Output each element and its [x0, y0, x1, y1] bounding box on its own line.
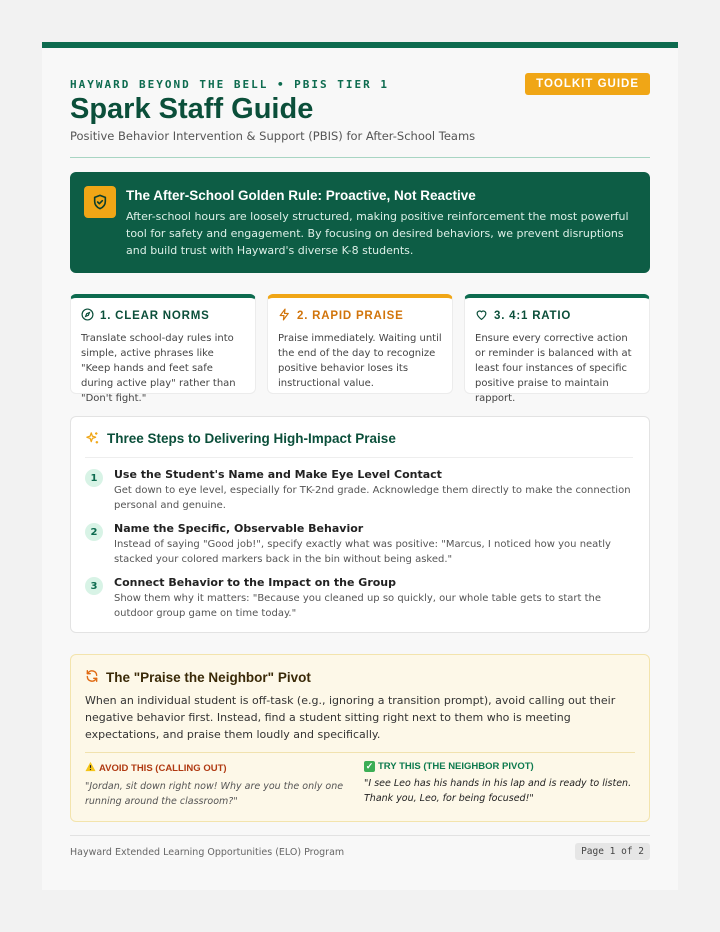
card-title: 1. CLEAR NORMS [100, 310, 210, 322]
card-rapid-praise [267, 294, 453, 394]
step-body: Instead of saying "Good job!", specify exactly what was positive: "Marcus, I noticed how you neatly stacked your colored markers back in the bin without being asked." [114, 539, 611, 565]
step-number: 1 [85, 469, 103, 487]
pivot-body: When an individual student is off-task (e.g., ignoring a transition prompt), avoid calling out their negative behavior first. Instead, find a student sitting right next to them who is meeting expectations, and praise them loudly and specifically. [85, 694, 616, 741]
heart-icon [475, 308, 488, 324]
card-ratio [464, 294, 650, 404]
step-body: Show them why it matters: "Because you cleaned up so quickly, our whole table gets to start the outdoor group game on time today." [114, 593, 602, 619]
step-body: Get down to eye level, especially for TK-2nd grade. Acknowledge them directly to make the connection personal and genuine. [114, 485, 631, 511]
steps-heading: Three Steps to Delivering High-Impact Praise [107, 431, 396, 446]
step-title: Use the Student's Name and Make Eye Level Contact [114, 468, 442, 481]
toolkit-badge: TOOLKIT GUIDE [525, 73, 650, 95]
footer-program: Hayward Extended Learning Opportunities (ELO) Program [70, 847, 345, 858]
step-title: Connect Behavior to the Impact on the Group [114, 576, 397, 589]
header-divider [70, 157, 650, 158]
try-column [364, 761, 636, 806]
step-number: 3 [85, 577, 103, 595]
page-title: Spark Staff Guide [70, 93, 314, 125]
card-title: 2. RAPID PRAISE [297, 310, 404, 322]
shield-check-icon [84, 186, 116, 218]
checkmark-icon: ✓ [365, 761, 374, 771]
avoid-label: AVOID THIS (CALLING OUT) [99, 762, 227, 774]
card-body: Praise immediately. Waiting until the end of the day to recognize positive behavior loses its instructional value. [278, 333, 442, 389]
avoid-quote: "Jordan, sit down right now! Why are you the only one running around the classroom?" [85, 781, 344, 807]
warning-icon [85, 761, 96, 775]
page [42, 42, 678, 890]
golden-rule-title: The After-School Golden Rule: Proactive, Not Reactive [126, 188, 476, 203]
golden-rule-body: After-school hours are loosely structured, making positive reinforcement the most powerful tool for safety and engagement. By focusing on desired behaviors, we prevent disruptions and build trust with Hayward's diverse K-8 students. [126, 210, 629, 257]
kicker: HAYWARD BEYOND THE BELL • PBIS TIER 1 [70, 78, 390, 91]
lightning-icon [278, 308, 291, 324]
footer-divider [70, 835, 650, 836]
praise-steps-box [70, 416, 650, 633]
try-label: TRY THIS (THE NEIGHBOR PIVOT) [378, 761, 534, 772]
card-clear-norms [70, 294, 256, 404]
card-body: Translate school-day rules into simple, active phrases like "Keep hands and feet safe during active play" rather than "Don't fight." [81, 333, 236, 404]
page-number: Page 1 of 2 [575, 843, 650, 860]
sparkles-icon [85, 431, 100, 449]
step-number: 2 [85, 523, 103, 541]
compass-icon [81, 308, 94, 324]
pivot-title: The "Praise the Neighbor" Pivot [106, 670, 311, 685]
refresh-icon [85, 669, 99, 686]
pivot-divider [85, 752, 635, 753]
page-subtitle: Positive Behavior Intervention & Support (PBIS) for After-School Teams [70, 129, 476, 143]
step-title: Name the Specific, Observable Behavior [114, 522, 364, 535]
avoid-column [85, 761, 357, 809]
card-title: 3. 4:1 RATIO [494, 310, 572, 322]
card-body: Ensure every corrective action or reminder is balanced with at least four instances of specific positive praise to maintain rapport. [475, 333, 632, 404]
neighbor-pivot-box [70, 654, 650, 822]
try-quote: "I see Leo has his hands in his lap and is ready to listen. Thank you, Leo, for being focused!" [364, 778, 632, 804]
golden-rule-box [70, 172, 650, 273]
